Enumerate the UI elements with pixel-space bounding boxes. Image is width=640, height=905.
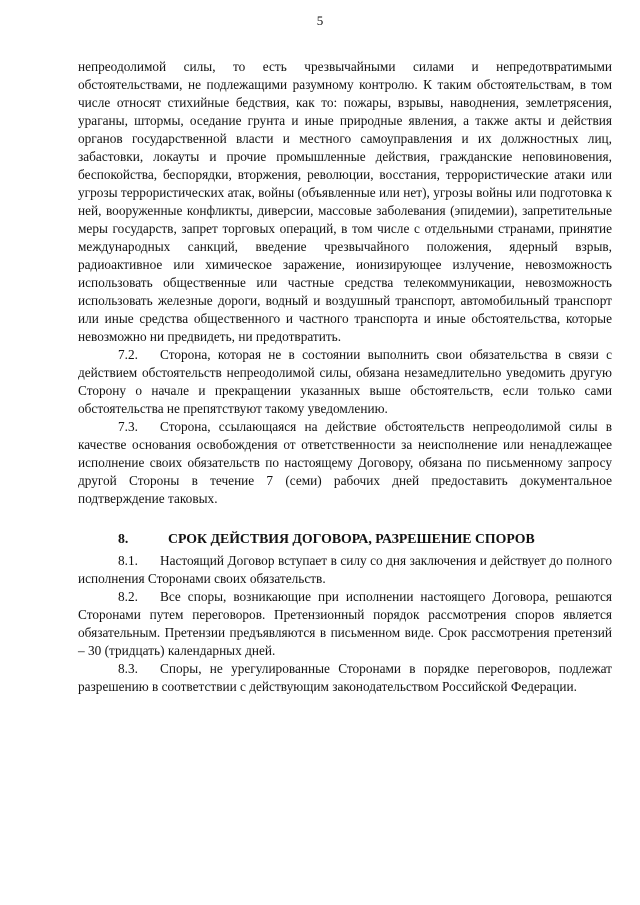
clause-text: Споры, не урегулированные Сторонами в порядке переговоров, подлежат разрешению в соответствии с действующим законодательством Российской Федерации. — [78, 661, 612, 694]
clause-number: 8.1. — [118, 553, 138, 568]
document-body — [78, 58, 612, 696]
clause-8-2 — [78, 588, 612, 660]
clause-8-1 — [78, 552, 612, 588]
clause-text: Сторона, ссылающаяся на действие обстоятельств непреодолимой силы в качестве основания освобождения от ответственности за неисполнение или ненадлежащее исполнение своих обязательств по настоящему Договору, обязана по письменному запросу другой Стороны в течение 7 (семи) рабочих дней предоставить документальное подтверждение таковых. — [78, 419, 612, 506]
clause-7-3 — [78, 418, 612, 508]
clause-number: 7.3. — [118, 419, 138, 434]
section-heading — [78, 530, 612, 548]
page-number: 5 — [316, 13, 324, 28]
clause-number: 8.2. — [118, 589, 138, 604]
clause-8-3 — [78, 660, 612, 696]
clause-number: 8.3. — [118, 661, 138, 676]
clause-number: 7.2. — [118, 347, 138, 362]
clause-text: Все споры, возникающие при исполнении настоящего Договора, решаются Сторонами путем переговоров. Претензионный порядок рассмотрения споров является обязательным. Претензии предъявляются в письменном виде. Срок рассмотрения претензий – 30 (тридцать) календарных дней. — [78, 589, 612, 658]
clause-7-2 — [78, 346, 612, 418]
clause-text: Настоящий Договор вступает в силу со дня заключения и действует до полного исполнения Сторонами своих обязательств. — [78, 553, 612, 586]
force-majeure-definition-paragraph: непреодолимой силы, то есть чрезвычайными силами и непредотвратимыми обстоятельствами, не подлежащими разумному контролю. К таким обстоятельствам, в том числе относят стихийные бедствия, как то: пожары, взрывы, наводнения, землетрясения, ураганы, штормы, оседание грунта и иные природные явления, а также акты и действия органов государственной власти и местного самоуправления и их должностных лиц, забастовки, локауты и прочие промышленные действия, гражданские неповиновения, беспокойства, беспорядки, вторжения, революции, восстания, террористические атаки или угрозы террористических атак, войны (объявленные или нет), угрозы войны или подготовка к ней, вооруженные конфликты, диверсии, массовые заболевания (эпидемии), запретительные меры государств, запрет торговых операций, в том числе с отдельными странами, принятие международных санкций, введение чрезвычайного положения, ядерный взрыв, радиоактивное или химическое заражение, ионизирующее излучение, невозможность использовать общественные или частные средства телекоммуникации, невозможность использовать железные дороги, водный и воздушный транспорт, автомобильный транспорт или иные средства общественного и частного транспорта и иные обстоятельства, которые невозможно ни предвидеть, ни предотвратить. — [78, 59, 612, 344]
section-number: 8. — [118, 531, 129, 546]
section-title: СРОК ДЕЙСТВИЯ ДОГОВОРА, РАЗРЕШЕНИЕ СПОРОВ — [168, 531, 535, 546]
clause-text: Сторона, которая не в состоянии выполнить свои обязательства в связи с действием обстоятельств непреодолимой силы, обязана незамедлительно уведомить другую Сторону о начале и прекращении указанных выше обстоятельств, если только сами обстоятельства не препятствуют такому уведомлению. — [78, 347, 612, 416]
